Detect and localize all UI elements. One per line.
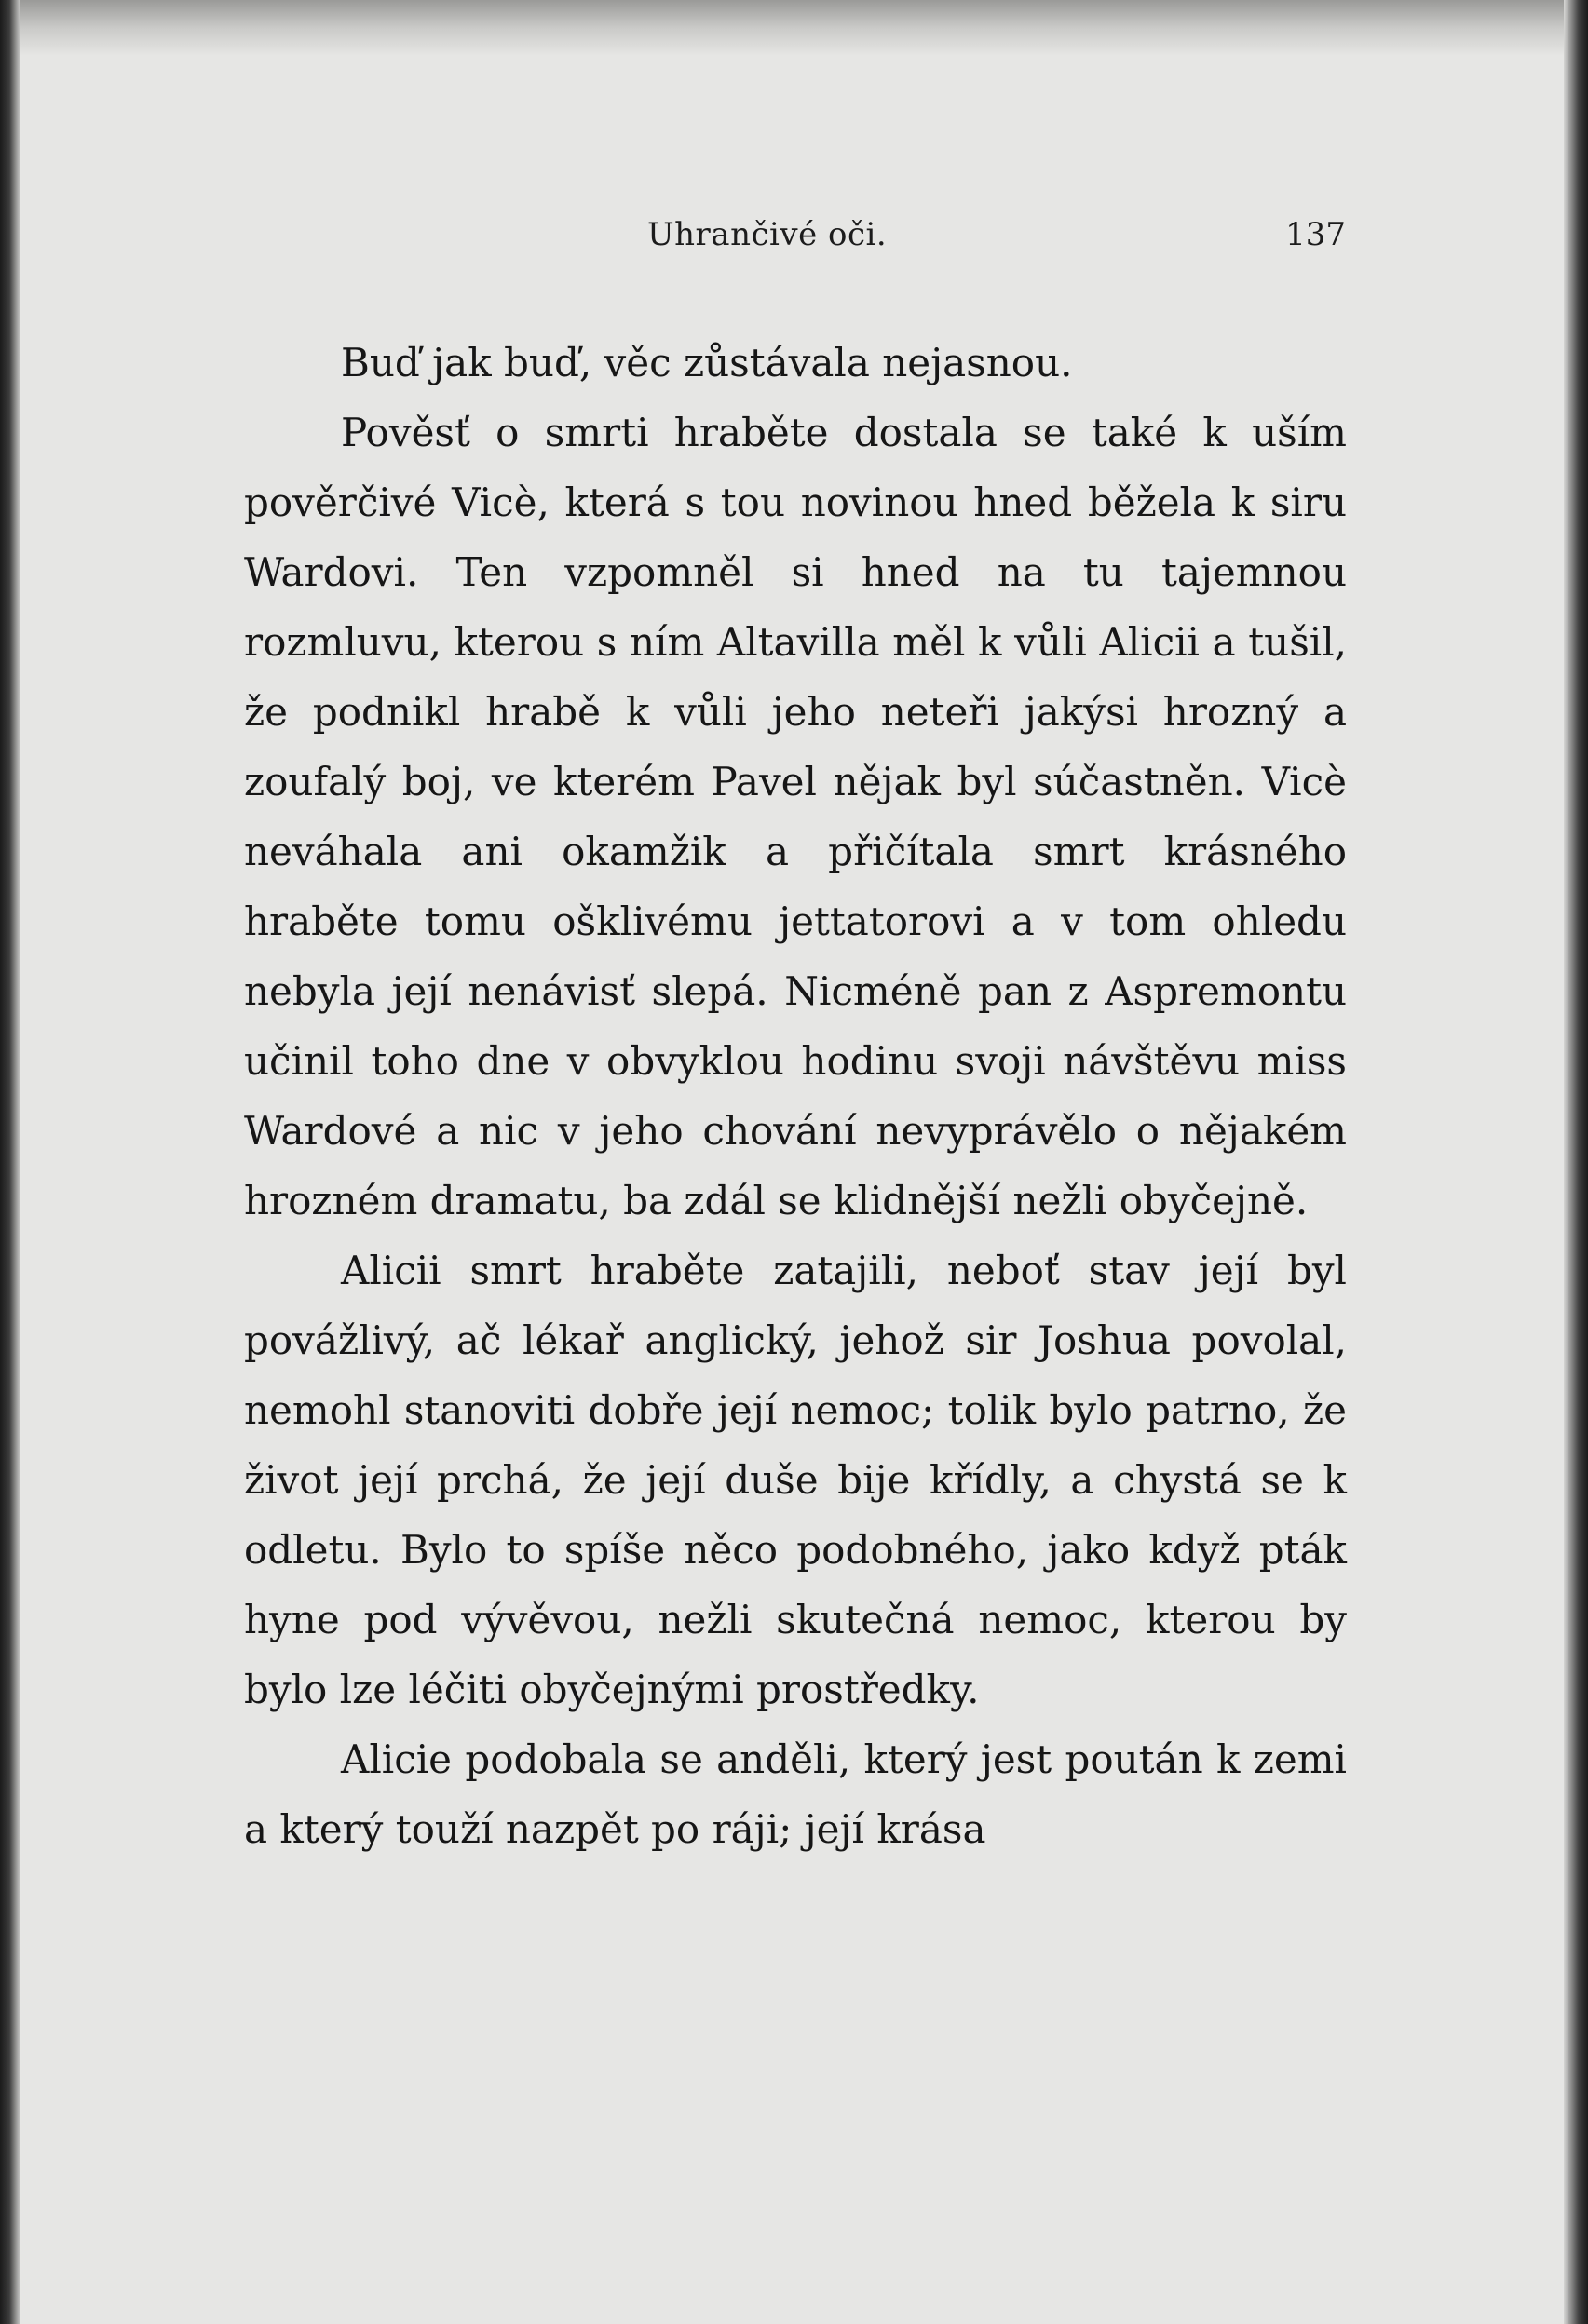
paragraph: Pověsť o smrti hraběte dostala se také k uším pověrčivé Vicè, která s tou novinou hned běžela k siru Wardovi. Ten vzpomněl si hned na tu tajemnou rozmluvu, kterou s ním Altavilla měl k vůli Alicii a tušil, že podnikl hrabě k vůli jeho neteři jakýsi hrozný a zoufalý boj, ve kterém Pavel nějak byl súčastněn. Vicè neváhala ani okamžik a přičítala smrt krásného hraběte tomu ošklivému jettatorovi a v tom ohledu nebyla její nenávisť slepá. Nicméně pan z Aspremontu učinil toho dne v obvyklou hodinu svoji návštěvu miss Wardové a nic v jeho chování nevyprávělo o nějakém hrozném dramatu, ba zdál se klidnější nežli obyčejně. (244, 410, 1347, 1223)
scan-shadow-top (0, 0, 1588, 56)
paragraph: Alicie podobala se anděli, který jest poután k zemi a který touží nazpět po ráji; její krása (244, 1736, 1347, 1852)
page-number: 137 (1285, 216, 1346, 253)
scan-shadow-right (1564, 0, 1588, 2324)
running-title: Uhrančivé oči. (647, 216, 888, 253)
body-text (244, 328, 1347, 1864)
paragraph: Buď jak buď, věc zůstávala nejasnou. (341, 340, 1073, 385)
paragraph: Alicii smrt hraběte zatajili, neboť stav její byl povážlivý, ač lékař anglický, jehož sir Joshua povolal, nemohl stanoviti dobře její nemoc; tolik bylo patrno, že život její prchá, že její duše bije křídly, a chystá se k odletu. Bylo to spíše něco podobného, jako když pták hyne pod vývěvou, nežli skutečná nemoc, kterou by bylo lze léčiti obyčejnými prostředky. (244, 1248, 1347, 1712)
scan-shadow-left (0, 0, 20, 2324)
page-header (242, 216, 1346, 261)
